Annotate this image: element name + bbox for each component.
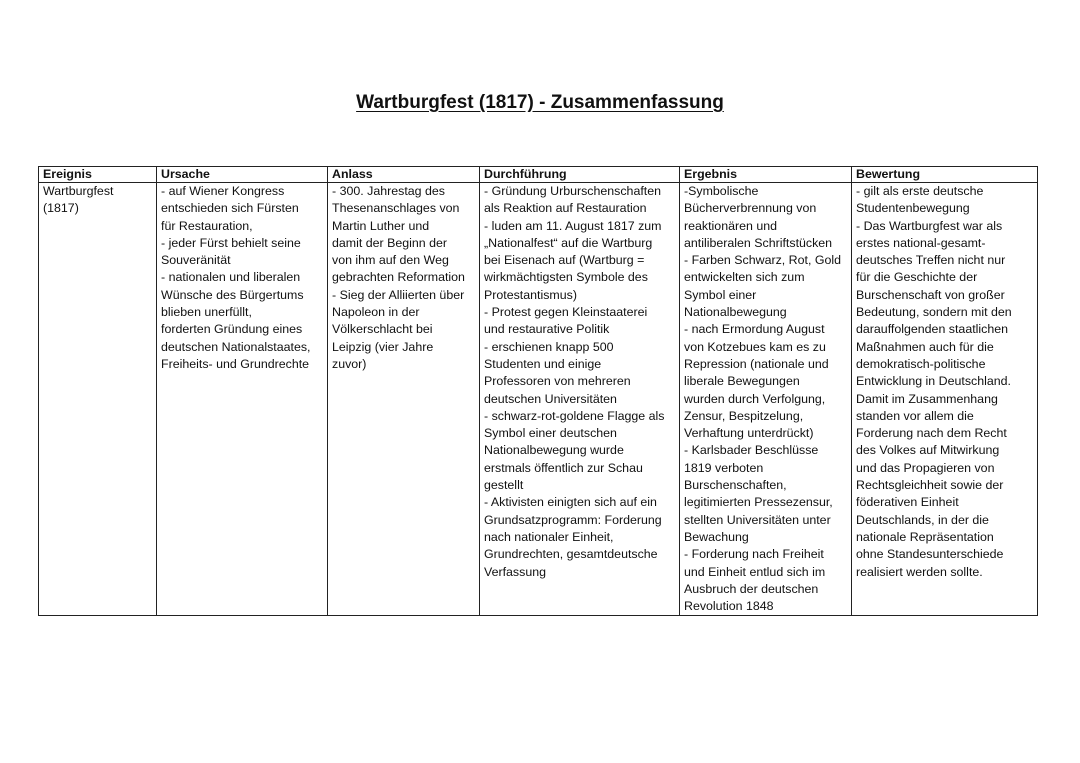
header-bewertung: Bewertung (852, 167, 1038, 183)
cell-line: Studenten und einige (484, 356, 602, 371)
cell-line: Forderung nach dem Recht (856, 426, 1007, 441)
cell-line: Napoleon in der (332, 305, 420, 320)
cell-line: Burschenschaft von großer (856, 287, 1005, 302)
cell-line: Professoren von mehreren (484, 374, 631, 389)
cell-line: - Forderung nach Freiheit (684, 547, 824, 562)
cell-line: Bedeutung, sondern mit den (856, 305, 1012, 320)
cell-line: Protestantismus) (484, 287, 577, 302)
cell-line: darauffolgenden staatlichen (856, 322, 1009, 337)
cell-line: Revolution 1848 (684, 599, 774, 614)
cell-line: gestellt (484, 478, 524, 493)
cell-line: für die Geschichte der (856, 270, 978, 285)
cell-line: - nationalen und liberalen (161, 270, 301, 285)
cell-line: „Nationalfest“ auf die Wartburg (484, 235, 653, 250)
cell-line: Souveränität (161, 253, 231, 268)
header-ereignis: Ereignis (39, 167, 157, 183)
cell-line: nach nationaler Einheit, (484, 529, 614, 544)
header-anlass: Anlass (328, 167, 480, 183)
cell-line: Völkerschlacht bei (332, 322, 433, 337)
cell-line: entwickelten sich zum (684, 270, 805, 285)
summary-table (38, 166, 1038, 616)
cell-line: -Symbolische (684, 184, 759, 198)
cell-ergebnis (680, 183, 852, 616)
header-ursache: Ursache (157, 167, 328, 183)
cell-line: - erschienen knapp 500 (484, 339, 614, 354)
cell-line: gebrachten Reformation (332, 270, 465, 285)
cell-line: liberale Bewegungen (684, 374, 800, 389)
cell-line: reaktionären und (684, 218, 777, 233)
cell-line: - 300. Jahrestag des (332, 184, 445, 198)
cell-line: antiliberalen Schriftstücken (684, 235, 833, 250)
cell-line: Rechtsgleichheit sowie der (856, 478, 1004, 493)
cell-line: entschieden sich Fürsten (161, 201, 299, 216)
cell-line: und Einheit entlud sich im (684, 564, 826, 579)
cell-line: als Reaktion auf Restauration (484, 201, 647, 216)
header-durchfuehrung: Durchführung (480, 167, 680, 183)
cell-line: stellten Universitäten unter (684, 512, 831, 527)
cell-line: Symbol einer deutschen (484, 426, 617, 441)
cell-line: deutschen Nationalstaates, (161, 339, 311, 354)
cell-line: - jeder Fürst behielt seine (161, 235, 301, 250)
cell-line: föderativen Einheit (856, 495, 959, 510)
cell-line: - schwarz-rot-goldene Flagge als (484, 408, 665, 423)
cell-line: Verhaftung unterdrückt) (684, 426, 814, 441)
cell-line: legitimierten Pressezensur, (684, 495, 833, 510)
cell-line: bei Eisenach auf (Wartburg = (484, 253, 645, 268)
cell-durchfuehrung (480, 183, 680, 616)
cell-line: deutschen Universitäten (484, 391, 617, 406)
cell-line: Verfassung (484, 564, 546, 579)
table-row (39, 183, 1038, 616)
cell-ereignis (39, 183, 157, 616)
cell-line: erstmals öffentlich zur Schau (484, 460, 643, 475)
cell-line: für Restauration, (161, 218, 253, 233)
cell-line: und das Propagieren von (856, 460, 995, 475)
cell-ursache (157, 183, 328, 616)
cell-line: - Aktivisten einigten sich auf ein (484, 495, 657, 510)
cell-line: Symbol einer (684, 287, 757, 302)
cell-line: 1819 verboten (684, 460, 764, 475)
cell-line: Grundsatzprogramm: Forderung (484, 512, 662, 527)
cell-line: - gilt als erste deutsche (856, 184, 984, 198)
cell-line: - Karlsbader Beschlüsse (684, 443, 819, 458)
cell-line: wurden durch Verfolgung, (684, 391, 826, 406)
page-title: Wartburgfest (1817) - Zusammenfassung (356, 92, 724, 113)
cell-line: ohne Standesunterschiede (856, 547, 1004, 562)
cell-line: - luden am 11. August 1817 zum (484, 218, 662, 233)
cell-line: standen vor allem die (856, 408, 974, 423)
cell-line: - Farben Schwarz, Rot, Gold (684, 253, 842, 268)
cell-line: Entwicklung in Deutschland. (856, 374, 1011, 389)
cell-line: blieben unerfüllt, (161, 305, 252, 320)
cell-line: Leipzig (vier Jahre (332, 339, 434, 354)
cell-line: wirkmächtigsten Symbole des (484, 270, 648, 285)
cell-line: forderten Gründung eines (161, 322, 303, 337)
cell-line: Nationalbewegung (684, 305, 787, 320)
cell-line: - Sieg der Alliierten über (332, 287, 465, 302)
cell-line: Burschenschaften, (684, 478, 787, 493)
cell-line: Damit im Zusammenhang (856, 391, 998, 406)
table-header-row (39, 167, 1038, 183)
cell-line: Repression (nationale und (684, 356, 829, 371)
cell-line: von Kotzebues kam es zu (684, 339, 826, 354)
cell-line: Nationalbewegung wurde (484, 443, 624, 458)
cell-line: Bücherverbrennung von (684, 201, 817, 216)
header-ergebnis: Ergebnis (680, 167, 852, 183)
cell-line: erstes national-gesamt- (856, 235, 986, 250)
cell-line: Bewachung (684, 529, 749, 544)
cell-line: zuvor) (332, 356, 367, 371)
cell-line: - Das Wartburgfest war als (856, 218, 1003, 233)
cell-line: und restaurative Politik (484, 322, 610, 337)
cell-line: damit der Beginn der (332, 235, 448, 250)
cell-line: von ihm auf den Weg (332, 253, 449, 268)
cell-line: Zensur, Bespitzelung, (684, 408, 804, 423)
cell-line: - nach Ermordung August (684, 322, 825, 337)
cell-line: (1817) (43, 201, 79, 216)
cell-line: Deutschlands, in der die (856, 512, 989, 527)
cell-line: demokratisch-politische (856, 356, 986, 371)
cell-line: Ausbruch der deutschen (684, 581, 819, 596)
cell-line: - auf Wiener Kongress (161, 184, 285, 198)
cell-line: Wartburgfest (43, 184, 114, 198)
cell-line: Wünsche des Bürgertums (161, 287, 304, 302)
cell-line: - Protest gegen Kleinstaaterei (484, 305, 648, 320)
cell-line: nationale Repräsentation (856, 529, 994, 544)
cell-line: Freiheits- und Grundrechte (161, 356, 310, 371)
cell-line: deutsches Treffen nicht nur (856, 253, 1006, 268)
cell-line: - Gründung Urburschenschaften (484, 184, 662, 198)
cell-line: realisiert werden sollte. (856, 564, 983, 579)
cell-line: des Volkes auf Mitwirkung (856, 443, 1000, 458)
cell-line: Studentenbewegung (856, 201, 970, 216)
cell-line: Grundrechten, gesamtdeutsche (484, 547, 658, 562)
cell-line: Thesenanschlages von (332, 201, 460, 216)
cell-anlass (328, 183, 480, 616)
cell-line: Martin Luther und (332, 218, 430, 233)
cell-bewertung (852, 183, 1038, 616)
cell-line: Maßnahmen auch für die (856, 339, 994, 354)
